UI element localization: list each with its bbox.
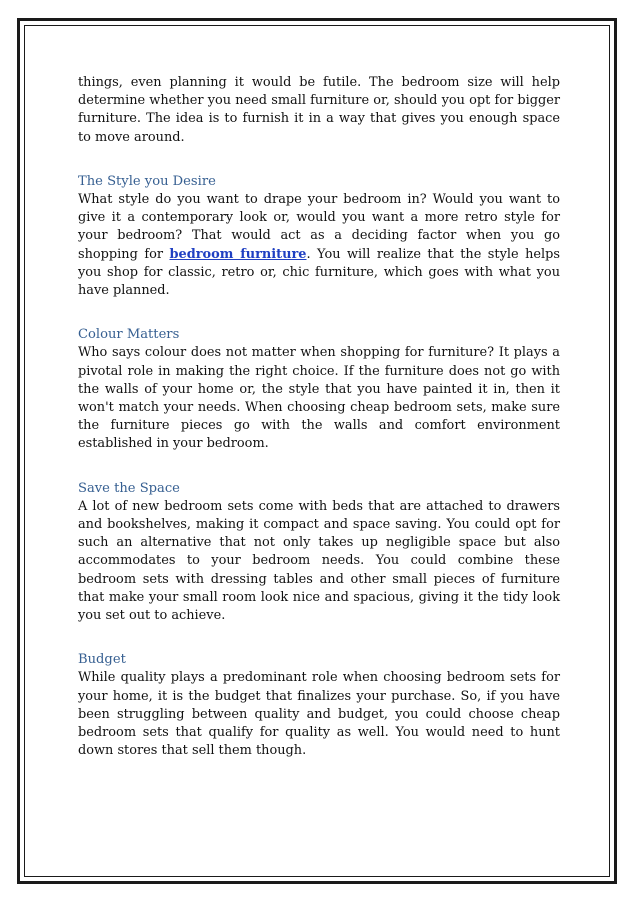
section-paragraph-budget: While quality plays a predominant role when choosing bedroom sets for your home, it is the budget that finalizes your purchase. So, if you have been struggling between quality and budget, you could choose cheap bedroom sets that qualify for quality as well. You would need to hunt down stores that sell them though. bbox=[78, 670, 560, 759]
style-text-before: What style do you want to drape your bedroom in? Would you want to give it a contemporary look or, would you want a more retro style for your bedroom? That would act as a deciding factor when you go shopping for bbox=[78, 192, 560, 262]
section-style bbox=[78, 173, 560, 300]
section-heading-style: The Style you Desire bbox=[78, 173, 216, 189]
section-heading-colour: Colour Matters bbox=[78, 327, 180, 343]
document-body bbox=[78, 74, 560, 761]
section-paragraph-colour: Who says colour does not matter when shopping for furniture? It plays a pivotal role in making the right choice. If the furniture does not go with the walls of your home or, the style that you have painted it in, then it won't match your needs. When choosing cheap bedroom sets, make sure the furniture pieces go with the walls and comfort environment established in your bedroom. bbox=[78, 345, 560, 452]
section-paragraph-space: A lot of new bedroom sets come with beds that are attached to drawers and bookshelves, making it compact and space saving. You could opt for such an alternative that not only takes up negligible space but also accommodates to your bedroom needs. You could combine these bedroom sets with dressing tables and other small pieces of furniture that make your small room look nice and spacious, giving it the tidy look you set out to achieve. bbox=[78, 498, 560, 624]
section-budget bbox=[78, 651, 560, 760]
section-paragraph-style bbox=[78, 191, 560, 300]
section-heading-space: Save the Space bbox=[78, 480, 180, 496]
section-heading-budget: Budget bbox=[78, 652, 126, 668]
section-space bbox=[78, 480, 560, 626]
intro-paragraph: things, even planning it would be futile. The bedroom size will help determine whether you need small furniture or, should you opt for bigger furniture. The idea is to furnish it in a way that gives you enough space to move around. bbox=[78, 75, 560, 145]
section-colour bbox=[78, 326, 560, 453]
bedroom-furniture-link[interactable]: bedroom furniture bbox=[169, 246, 307, 262]
style-text-after: . You will realize that the style helps you shop for classic, retro or, chic furniture, which goes with what you have planned. bbox=[78, 246, 561, 299]
